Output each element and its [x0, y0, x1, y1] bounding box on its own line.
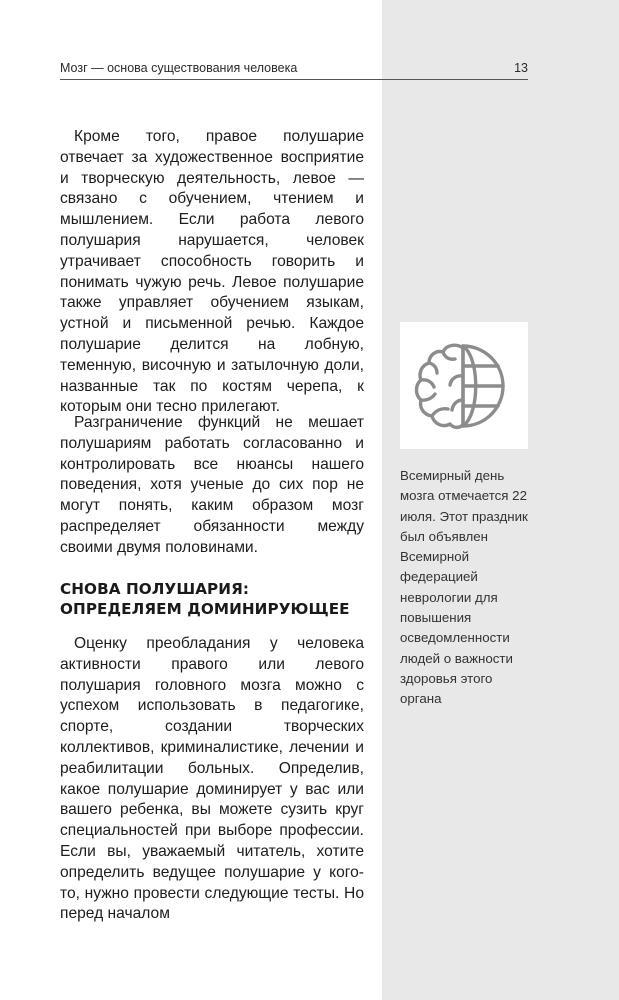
section-heading: СНОВА ПОЛУШАРИЯ: ОПРЕДЕЛЯЕМ ДОМИНИРУЮЩЕЕ	[60, 580, 350, 618]
page-number: 13	[514, 61, 528, 75]
paragraph-3	[60, 634, 364, 925]
sidebar-note: Всемирный день мозга отмечается 22 июля. Этот праздник был объявлен Всемирной федерацией неврологии для повышения осведомленности людей о важности здоровья этого органа	[400, 468, 528, 707]
header-rule	[60, 79, 528, 80]
brain-globe-icon	[412, 338, 516, 434]
paragraph-1-text: Кроме того, правое полушарие отвечает за художественное восприятие и творческую деятельность, левое — связано с обучением, чтением и мышлением. Если работа левого полушария нарушается, человек утрачивает способность говорить и понимать чужую речь. Левое полушарие также управляет обучением языкам, устной и письменной речью. Каждое полушарие делится на лобную, теменную, височную и затылочную доли, названные так по костям черепа, к которым они тесно прилегают.	[60, 128, 364, 416]
running-header	[60, 61, 528, 79]
icon-box	[400, 322, 528, 449]
paragraph-3-text: Оценку преобладания у человека активности правого или левого полушария головного мозга можно с успехом использовать в педагогике, спорте, создании творческих коллективов, криминалистике, лечении и реабилитации больных. Определив, какое полушарие доминирует у вас или вашего ребенка, вы можете сузить круг специальностей при выборе профессии. Если вы, уважаемый читатель, хотите определить ведущее полушарие у кого-то, нужно провести следующие тесты. Но перед началом	[60, 635, 364, 923]
paragraph-2-text: Разграничение функций не мешает полушариям работать согласованно и контролировать все нюансы нашего поведения, хотя ученые до сих пор не могут понять, каким образом мозг распределяет обязанности между своими двумя половинами.	[60, 414, 364, 556]
paragraph-2	[60, 413, 364, 559]
running-title: Мозг — основа существования человека	[60, 61, 298, 75]
paragraph-1	[60, 127, 364, 418]
